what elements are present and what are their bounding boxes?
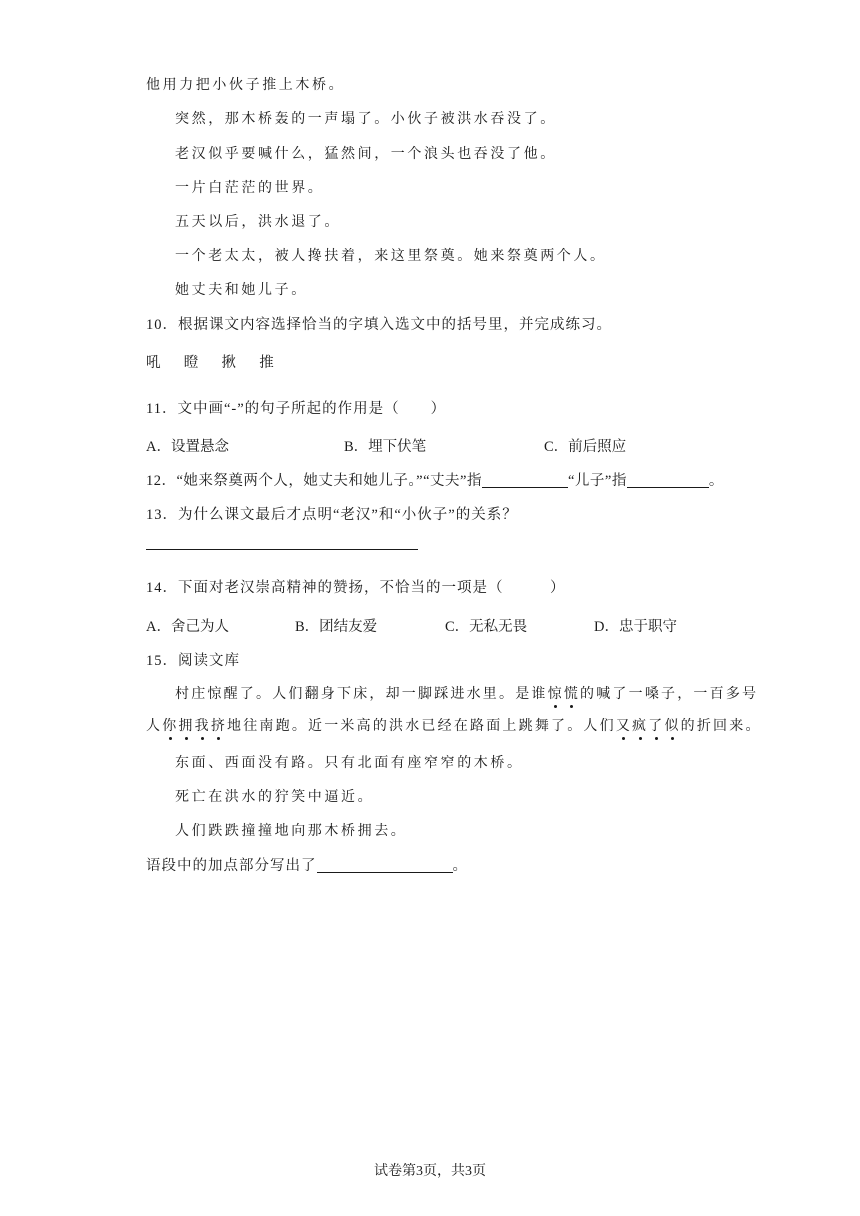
answer-blank[interactable] [482, 473, 568, 488]
question-10: 10．根据课文内容选择恰当的字填入选文中的括号里，并完成练习。 [146, 317, 612, 333]
emphasis-char: 你 [162, 718, 179, 734]
question-15-title: 15．阅读文库 [146, 653, 240, 669]
q11-option-c: C．前后照应 [544, 439, 627, 455]
q11-option-b: B．埋下伏笔 [344, 439, 427, 455]
q14-option-c: C．无私无畏 [445, 619, 528, 635]
passage-line: 五天以后，洪水退了。 [175, 214, 341, 230]
reading-text: 的喊了一嗓子，一百多号 [580, 686, 759, 702]
q14-option-d: D．忠于职守 [594, 619, 677, 635]
q12-text: 12．“她来祭奠两个人，她丈夫和她儿子。”“丈夫”指 [146, 473, 482, 489]
answer-blank[interactable] [627, 473, 709, 488]
emphasis-char: 拥 [178, 718, 195, 734]
reading-line [175, 683, 758, 703]
dotted-text [162, 718, 227, 734]
emphasis-char: 了 [648, 718, 665, 734]
passage-line: 她丈夫和她儿子。 [175, 282, 308, 298]
answer-line[interactable] [146, 549, 418, 550]
q12-text: “儿子”指 [568, 473, 627, 489]
reading-line [146, 715, 762, 735]
reading-text: 的折回来。 [680, 718, 762, 734]
emphasis-char: 惊 [547, 686, 564, 702]
passage-line: 一个老太太，被人搀扶着，来这里祭奠。她来祭奠两个人。 [175, 248, 607, 264]
question-12 [146, 469, 724, 490]
emphasis-char: 挤 [210, 718, 228, 734]
char-option: 吼 [146, 355, 161, 371]
answer-blank[interactable] [317, 858, 453, 873]
prompt-text: 语段中的加点部分写出了 [146, 858, 317, 874]
dotted-text [548, 686, 580, 702]
reading-line: 死亡在洪水的狞笑中逼近。 [175, 789, 375, 805]
passage-line: 一片白茫茫的世界。 [175, 180, 325, 196]
question-14: 14．下面对老汉崇高精神的赞扬，不恰当的一项是（ ） [146, 580, 566, 596]
char-option: 推 [259, 355, 274, 371]
char-option: 揪 [221, 355, 236, 371]
reading-text: 地往南跑。近一米高的洪水已经在路面上跳舞了。人们 [227, 718, 616, 734]
prompt-text: 。 [452, 858, 468, 874]
question-15-prompt [146, 854, 468, 875]
question-11: 11．文中画“-”的句子所起的作用是（ ） [146, 401, 447, 417]
q11-option-a: A．设置悬念 [146, 439, 229, 455]
page-footer: 试卷第3页，共3页 [374, 1164, 486, 1179]
q14-option-b: B．团结友爱 [295, 619, 378, 635]
passage-line: 他用力把小伙子推上木桥。 [146, 77, 346, 93]
reading-text: 人 [146, 718, 163, 734]
question-13: 13．为什么课文最后才点明“老汉”和“小伙子”的关系？ [146, 507, 518, 523]
q10-char-options [146, 351, 274, 372]
char-option: 瞪 [183, 355, 199, 371]
dotted-text [616, 718, 681, 734]
reading-line: 东面、西面没有路。只有北面有座窄窄的木桥。 [175, 755, 524, 771]
passage-line: 老汉似乎要喊什么，猛然间，一个浪头也吞没了他。 [175, 146, 557, 162]
emphasis-char: 我 [194, 718, 211, 734]
reading-line: 人们跌跌撞撞地向那木桥拥去。 [175, 823, 408, 839]
emphasis-char: 又 [615, 718, 633, 734]
passage-line: 突然，那木桥轰的一声塌了。小伙子被洪水吞没了。 [175, 111, 557, 127]
emphasis-char: 慌 [563, 686, 581, 702]
q14-option-a: A．舍己为人 [146, 619, 229, 635]
q12-text: 。 [708, 473, 724, 489]
reading-text: 村庄惊醒了。人们翻身下床，却一脚踩进水里。是谁 [175, 686, 548, 702]
emphasis-char: 疯 [632, 718, 649, 734]
emphasis-char: 似 [664, 718, 681, 734]
